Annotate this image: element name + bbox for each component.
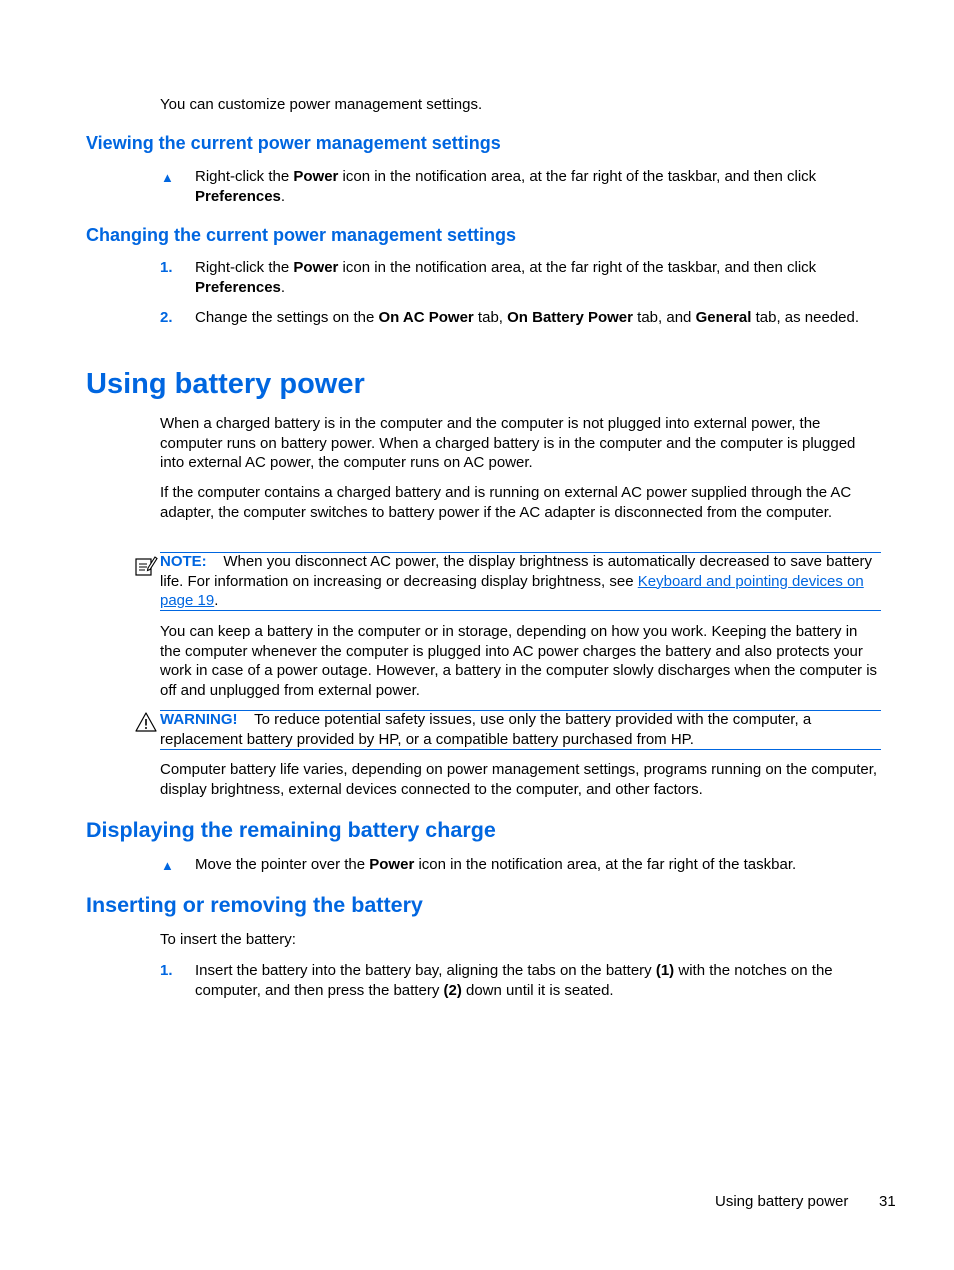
- heading-changing-settings: Changing the current power management settings: [86, 225, 517, 245]
- insert-intro: To insert the battery:: [160, 931, 296, 948]
- paragraph: When a charged battery is in the computer and the computer is not plugged into external power, the computer runs on battery power. When a charged battery is in the computer and the computer is plugged into external AC power, the computer runs on AC power.: [160, 415, 856, 471]
- heading-viewing-settings: Viewing the current power management settings: [86, 133, 501, 153]
- chapter-title: Using battery power: [86, 368, 365, 400]
- note-icon: [134, 554, 158, 578]
- warning-label: WARNING!: [160, 711, 238, 728]
- heading-inserting-battery: Inserting or removing the battery: [86, 893, 423, 917]
- note-bottom-rule: [160, 610, 881, 611]
- triangle-bullet-icon: ▲: [161, 858, 174, 873]
- paragraph: If the computer contains a charged battery and is running on external AC power supplied through the AC adapter, the computer switches to battery power if the AC adapter is disconnected from the computer.: [160, 484, 852, 521]
- paragraph: You can keep a battery in the computer or in storage, depending on how you work. Keeping the battery in the computer whenever the computer is plugged into AC power charges the battery and also protects your work in case of a power outage. However, a battery in the computer slowly discharges when the computer is off and unplugged from external power.: [160, 623, 878, 699]
- note-label: NOTE:: [160, 553, 207, 570]
- footer-title: Using battery power: [715, 1193, 849, 1210]
- note-text: NOTE: When you disconnect AC power, the display brightness is automatically decreased to save battery life. For information on increasing or decreasing display brightness, see Keyboard and pointing devices on page 19.: [160, 553, 873, 609]
- paragraph: Computer battery life varies, depending on power management settings, programs running on the computer, display brightness, external devices connected to the computer, and other factors.: [160, 761, 878, 798]
- intro-text: You can customize power management settings.: [160, 96, 483, 113]
- warning-bottom-rule: [160, 749, 881, 750]
- step-number: 2.: [160, 309, 173, 326]
- keyboard-pointing-link[interactable]: Keyboard and pointing devices on page 19: [160, 572, 864, 609]
- step-number: 1.: [160, 962, 173, 979]
- page-number: 31: [879, 1193, 896, 1210]
- step-inserting-1: Insert the battery into the battery bay, aligning the tabs on the battery (1) with the notches on the computer, and then press the battery (2) down until it is seated.: [195, 962, 833, 999]
- triangle-bullet-icon: ▲: [161, 170, 174, 185]
- step-number: 1.: [160, 259, 173, 276]
- heading-displaying-charge: Displaying the remaining battery charge: [86, 818, 496, 842]
- step-displaying: Move the pointer over the Power icon in the notification area, at the far right of the taskbar.: [195, 856, 797, 873]
- step-changing-1: Right-click the Power icon in the notification area, at the far right of the taskbar, and then click Preferences.: [195, 259, 817, 296]
- step-changing-2: Change the settings on the On AC Power tab, On Battery Power tab, and General tab, as needed.: [195, 309, 860, 326]
- step-viewing: Right-click the Power icon in the notification area, at the far right of the taskbar, and then click Preferences.: [195, 168, 817, 205]
- warning-triangle-icon: [135, 711, 157, 733]
- warning-text: WARNING! To reduce potential safety issues, use only the battery provided with the computer, a replacement battery provided by HP, or a compatible battery purchased from HP.: [160, 711, 812, 748]
